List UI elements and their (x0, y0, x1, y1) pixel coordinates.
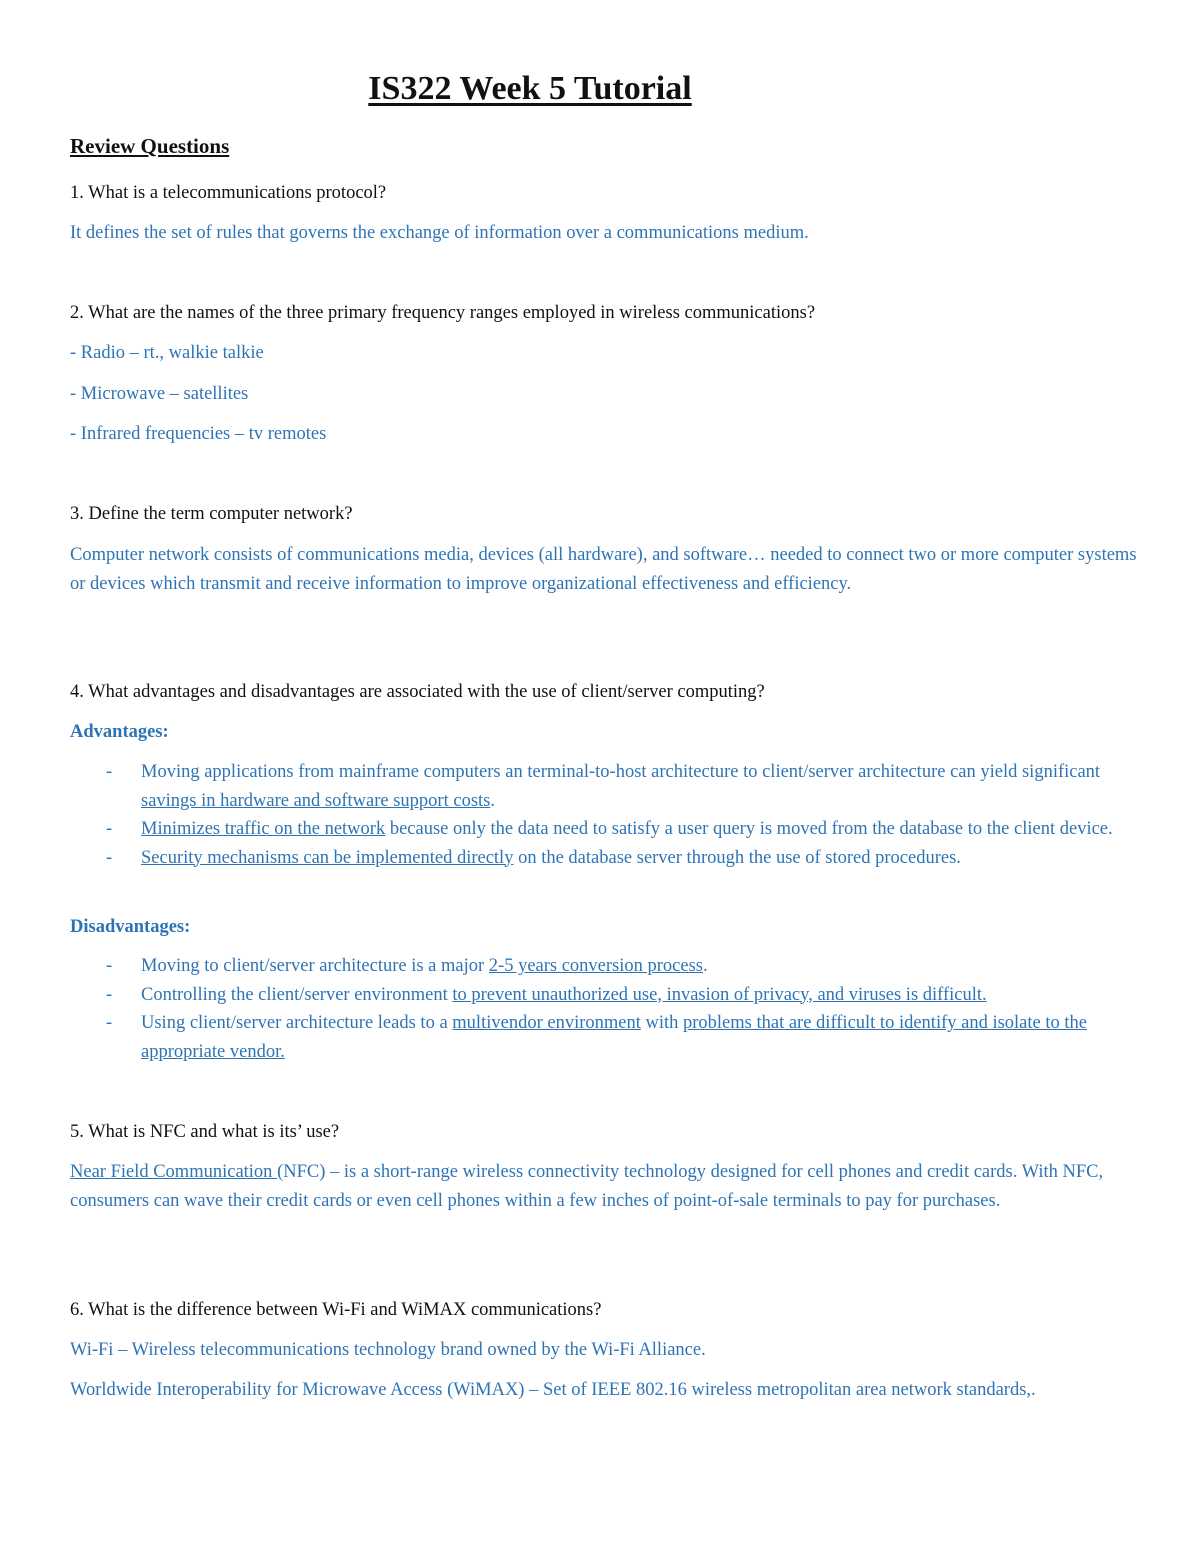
bullet-dash: - (106, 956, 113, 976)
question-1: 1. What is a telecommunications protocol? (70, 183, 387, 203)
list-item: - Minimizes traffic on the network because only the data need to satisfy a user query is moved from the database to the client device. (70, 815, 1140, 844)
bullet-dash: - (106, 847, 113, 868)
question-6: 6. What is the difference between Wi-Fi and WiMAX communications? (70, 1300, 602, 1320)
disadvantages-list (70, 952, 1140, 1066)
list-item: - Security mechanisms can be implemented directly on the database server through the use of stored procedures. (70, 844, 1140, 873)
question-5: 5. What is NFC and what is its’ use? (70, 1122, 340, 1142)
answer-2-item: - Radio – rt., walkie talkie (70, 343, 264, 363)
page-title: IS322 Week 5 Tutorial (368, 70, 692, 107)
answer-6-item: Wi-Fi – Wireless telecommunications technology brand owned by the Wi-Fi Alliance. (70, 1340, 706, 1360)
list-item: - Using client/server architecture leads to a multivendor environment with problems that are difficult to identify and isolate to the appropriate vendor. (70, 1009, 1140, 1066)
list-item: - Controlling the client/server environment to prevent unauthorized use, invasion of privacy, and viruses is difficult. (70, 981, 1140, 1010)
bullet-dash: - (106, 819, 113, 839)
question-4: 4. What advantages and disadvantages are associated with the use of client/server computing? (70, 682, 765, 702)
answer-5: Near Field Communication (NFC) – is a short-range wireless connectivity technology designed for cell phones and credit cards. With NFC, consumers can wave their credit cards or even cell phones within a few inches of point-of-sale terminals to pay for purchases. (70, 1162, 1104, 1211)
bullet-dash: - (106, 762, 113, 782)
list-item: - Moving to client/server architecture is a major 2-5 years conversion process. (70, 952, 1140, 981)
disadvantages-label: Disadvantages: (70, 917, 191, 937)
question-2: 2. What are the names of the three primary frequency ranges employed in wireless communications? (70, 303, 816, 323)
list-item: - Moving applications from mainframe computers an terminal-to-host architecture to client/server architecture can yield significant savings in hardware and software support costs. (70, 758, 1140, 815)
bullet-dash: - (106, 984, 113, 1005)
question-3: 3. Define the term computer network? (70, 504, 353, 524)
answer-3: Computer network consists of communications media, devices (all hardware), and software… needed to connect two or more computer systems or devices which transmit and receive information to improve organizational effectiveness and efficiency. (70, 545, 1137, 594)
advantages-list (70, 758, 1140, 872)
answer-2-item: - Microwave – satellites (70, 384, 249, 404)
advantages-label: Advantages: (70, 722, 169, 742)
section-heading: Review Questions (70, 134, 230, 158)
answer-6-item: Worldwide Interoperability for Microwave Access (WiMAX) – Set of IEEE 802.16 wireless metropolitan area network standards,. (70, 1380, 1036, 1400)
answer-1: It defines the set of rules that governs the exchange of information over a communications medium. (70, 223, 809, 243)
answer-2-item: - Infrared frequencies – tv remotes (70, 424, 327, 444)
bullet-dash: - (106, 1013, 113, 1033)
